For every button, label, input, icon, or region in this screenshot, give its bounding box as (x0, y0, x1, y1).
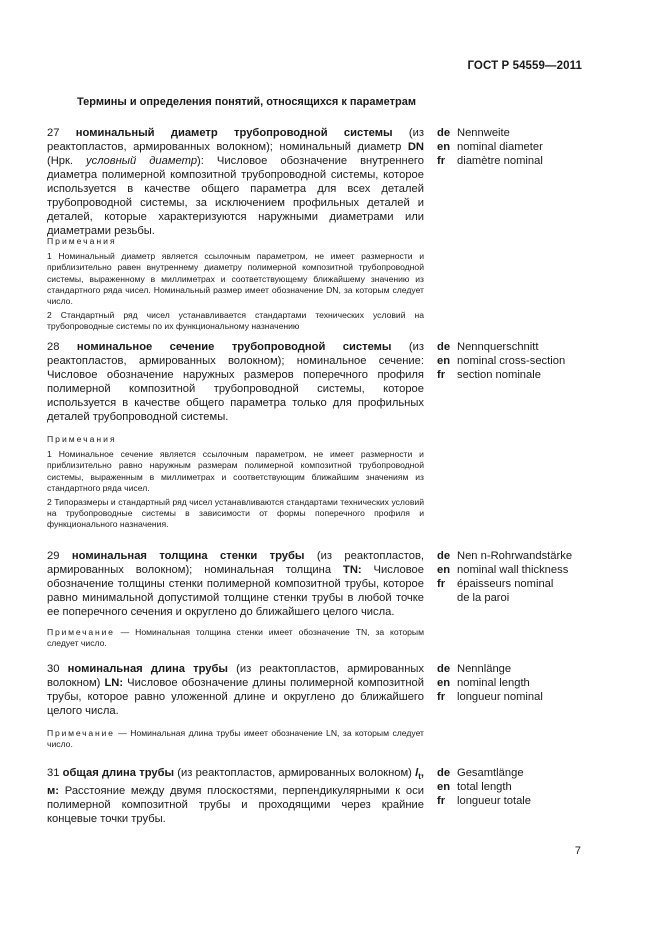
translations-30 (437, 662, 543, 704)
note-label: Примечание (47, 728, 115, 738)
term-abbreviation: DN (407, 141, 424, 153)
note-29 (47, 627, 424, 652)
lang-code: en (437, 677, 451, 689)
standard-designation: ГОСТ Р 54559—2011 (467, 60, 582, 72)
translation-text: diamètre nominal (457, 155, 543, 167)
term-name: номинальное сечение трубопроводной системы (76, 341, 392, 353)
note-item: 2 Стандартный ряд чисел устанавливается стандартами технических условий на трубопроводные системы по их функциональному назначению (47, 310, 424, 332)
translation-text: longueur nominal (457, 691, 543, 703)
note-text: — Номинальная длина трубы имеет обозначение LN, за которым следует число. (47, 728, 424, 750)
term-number: 27 (47, 127, 60, 139)
unit: , м: (47, 767, 424, 798)
lang-code: de (437, 767, 451, 779)
note-text: — Номинальная толщина стенки имеет обозначение TN, за которым следует число. (47, 627, 424, 649)
note-item: 1 Номинальное сечение является ссылочным параметром, не имеет размерности и приблизительно равно наружным размерам полимерной композитной трубопроводной системы, выраженным в миллиметрах и соответствующим ближайшим значениям из стандартного ряда чисел. (47, 449, 424, 493)
term-definition: ): Числовое обозначение внутреннего диаметра полимерной композитной трубопроводной системы, которое используется в качестве общего параметра для всех деталей трубопроводной системы, за исключением профильных деталей и деталей, которые характеризуются наружными диаметрами или диаметрами резьбы. (47, 155, 424, 237)
lang-code: de (437, 550, 451, 562)
lang-code: fr (437, 155, 446, 167)
deprecated-term: условный диаметр (86, 155, 198, 167)
lang-code: en (437, 355, 451, 367)
lang-code: fr (437, 578, 446, 590)
translations-28 (437, 340, 565, 382)
term-abbreviation: LN: (104, 677, 124, 689)
note-item: 2 Типоразмеры и стандартный ряд чисел устанавливаются стандартами технических условий на трубопроводные системы в зависимости от формы поперечного профиля и функционального назначения. (47, 497, 424, 530)
term-name: общая длина трубы (62, 767, 175, 779)
term-number: 30 (47, 663, 60, 675)
translations-31 (437, 766, 531, 808)
length-symbol: l (415, 767, 419, 779)
notes-27 (47, 236, 424, 336)
translation-text: section nominale (457, 369, 541, 381)
term-name: номинальная длина трубы (67, 663, 228, 675)
lang-code: de (437, 663, 451, 675)
translation-text: nominal diameter (457, 141, 543, 153)
length-symbol-subscript: t (418, 772, 421, 782)
term-number: 31 (47, 767, 60, 779)
lang-code: fr (437, 369, 446, 381)
translation-text: nominal wall thickness (457, 564, 569, 576)
term-definition: Расстояние между двумя плоскостями, перпендикулярными к оси полимерной композитной трубы и проходящими через крайние концевые точки трубы. (47, 785, 424, 826)
lang-code: fr (437, 795, 446, 807)
term-text: (из реактопластов, армированных волокном); номинальная толщина (47, 550, 424, 576)
term-27 (47, 126, 424, 238)
translation-text: Nennlänge (457, 663, 512, 675)
term-text: (из реактопластов, армированных волокном); номинальный диаметр (47, 127, 425, 153)
translation-text: Gesamtlänge (457, 767, 524, 779)
translation-text: nominal cross-section (457, 355, 566, 367)
translation-text: nominal length (457, 677, 530, 689)
lang-code: en (437, 564, 451, 576)
lang-code: en (437, 141, 451, 153)
translation-text: total length (457, 781, 512, 793)
term-28 (47, 340, 424, 424)
note-30 (47, 728, 424, 753)
term-name: номинальный диаметр трубопроводной системы (75, 127, 393, 139)
term-definition: Числовое обозначение толщины стенки полимерной композитной трубы, которое равно минимальной допустимой толщине стенки трубы в любой точке ее поперечного сечения и округлено до ближайшего целого числа. (47, 564, 424, 618)
term-number: 28 (47, 341, 60, 353)
term-definition: (из реактопластов, армированных волокном); номинальное сечение: Числовое обозначение наружных размеров поперечного профиля полимерной композитной трубопроводной системы, которое используется в качестве общего параметра только для профильных деталей трубопроводной системы. (47, 341, 425, 423)
page-number: 7 (574, 845, 581, 857)
term-name: номинальная толщина стенки трубы (71, 550, 305, 562)
notes-28 (47, 434, 424, 534)
term-abbreviation: TN: (342, 564, 362, 576)
note-label: Примечание (47, 627, 115, 637)
term-definition: Числовое обозначение длины полимерной композитной трубы, которое равно уложенной длине и округлено до ближайшего целого числа. (47, 677, 424, 717)
translation-text: Nennquerschnitt (457, 341, 539, 353)
notes-heading: Примечания (47, 236, 117, 246)
lang-code: de (437, 341, 451, 353)
lang-code: en (437, 781, 451, 793)
term-text: (из реактопластов, армированных волокном) (174, 767, 416, 779)
term-text: (Нрк. (47, 155, 87, 167)
translation-text: de la paroi (457, 592, 510, 604)
lang-code: fr (437, 691, 446, 703)
translation-text: épaisseurs nominal (457, 578, 554, 590)
section-title: Термины и определения понятий, относящихся к параметрам (77, 96, 416, 108)
translation-text: longueur totale (457, 795, 532, 807)
lang-code: de (437, 127, 451, 139)
term-30 (47, 662, 424, 718)
term-29 (47, 549, 424, 619)
translations-27 (437, 126, 543, 168)
translation-text: Nennweite (457, 127, 510, 139)
term-number: 29 (47, 550, 60, 562)
notes-heading: Примечания (47, 434, 117, 444)
term-31 (47, 766, 424, 826)
note-item: 1 Номинальный диаметр является ссылочным параметром, не имеет размерности и приблизительно равен внутреннему диаметру полимерной композитной трубопроводной системы, выраженному в миллиметрах и соответствующему ближайшему значению из стандартного ряда чисел. Номинальный размер имеет обозначение DN, за которым следует число. (47, 251, 424, 307)
translation-text: Nen n-Rohrwandstärke (457, 550, 573, 562)
term-text: (из реактопластов, армированных волокном) (47, 663, 425, 689)
translations-29 (437, 549, 572, 605)
